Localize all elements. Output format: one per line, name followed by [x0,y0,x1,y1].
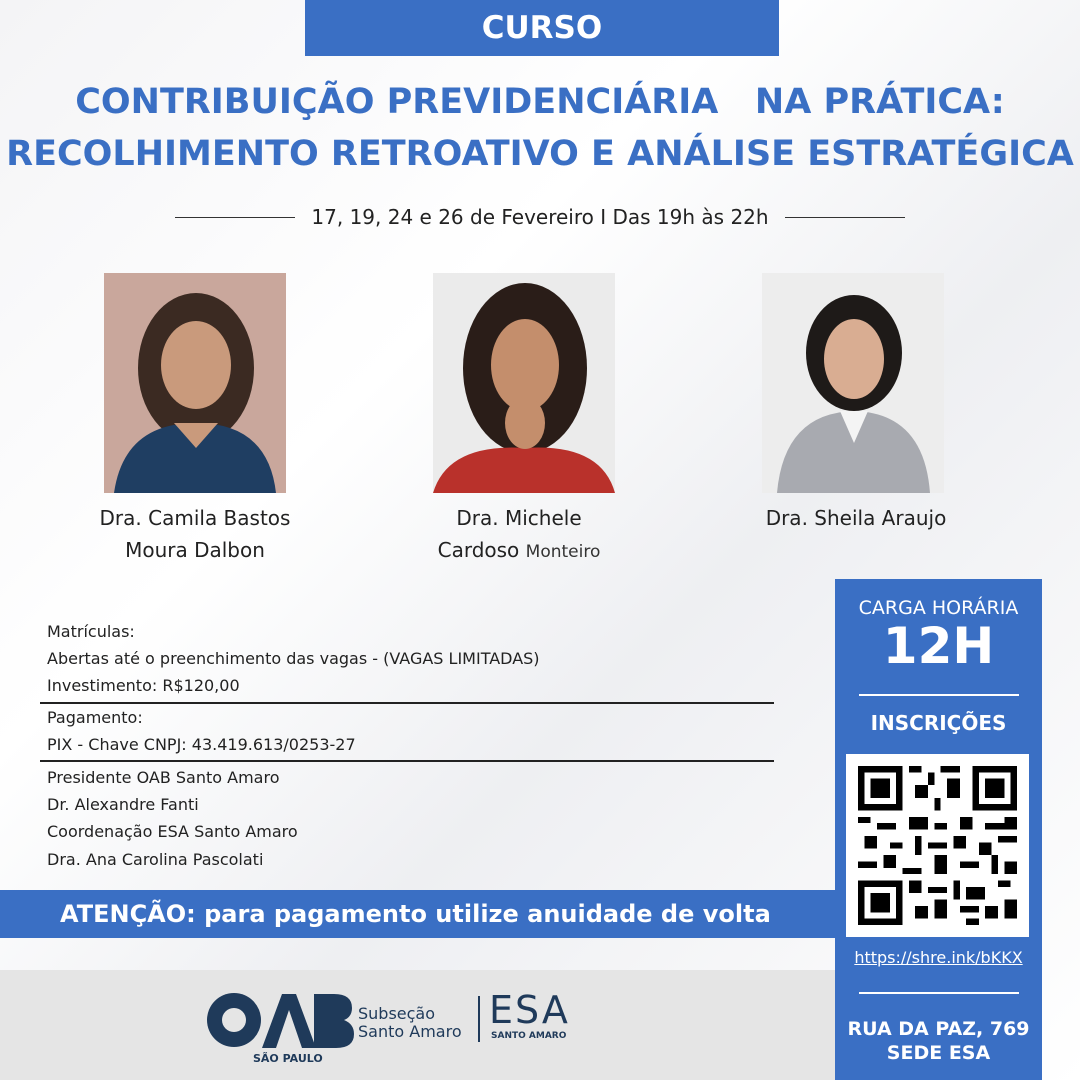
oab-sao-paulo-label: SÃO PAULO [253,1052,323,1065]
logo-divider [478,996,480,1042]
speaker-1-line-1: Dra. Camila Bastos [99,506,291,530]
sidebar-divider-1 [859,694,1019,696]
speaker-2-line-1: Dra. Michele [456,506,582,530]
subsecao-label [358,1005,462,1041]
schedule-text: 17, 19, 24 e 26 de Fevereiro I Das 19h às 22h [311,205,769,229]
pix-text: PIX - Chave CNPJ: 43.419.613/0253-27 [47,735,356,754]
speaker-2-line-2 [389,534,649,568]
subsecao-line-1: Subseção [358,1004,436,1023]
speaker-2-surname-extra: Monteiro [525,542,601,562]
coordenacao-label: Coordenação ESA Santo Amaro [47,822,298,841]
carga-horaria-value: 12H [882,617,995,675]
matriculas-label: Matrículas: [47,622,135,641]
title-line-2: RECOLHIMENTO RETROATIVO E ANÁLISE ESTRATÉGICA [6,134,1074,174]
esa-sub-label: SANTO AMARO [491,1031,567,1041]
divider-right [785,217,905,218]
sidebar-panel [835,579,1042,1080]
title-line-1: CONTRIBUIÇÃO PREVIDENCIÁRIA NA PRÁTICA: [75,82,1005,122]
divider-left [175,217,295,218]
divider-1 [40,702,774,704]
speaker-photo-1 [104,273,286,493]
oab-logo-icon [206,990,356,1052]
esa-logo: ESA [489,988,570,1032]
divider-2 [40,760,774,762]
speaker-name-2 [389,502,649,568]
course-title [0,76,1080,180]
speaker-3-line-1: Dra. Sheila Araujo [765,506,947,530]
sidebar-divider-2 [859,992,1019,994]
subsecao-line-2: Santo Amaro [358,1022,462,1041]
curso-banner: CURSO [305,0,779,56]
inscricoes-link[interactable]: https://shre.ink/bKKX [854,948,1023,967]
address-line-2: SEDE ESA [886,1042,991,1064]
carga-horaria-label: CARGA HORÁRIA [858,597,1019,619]
address-line-1: RUA DA PAZ, 769 [847,1018,1030,1040]
schedule-row [0,202,1080,232]
presidente-label: Presidente OAB Santo Amaro [47,768,280,787]
speaker-1-line-2: Moura Dalbon [125,538,265,562]
matriculas-text: Abertas até o preenchimento das vagas - (VAGAS LIMITADAS) [47,649,540,668]
atencao-banner: ATENÇÃO: para pagamento utilize anuidade de volta [0,890,835,938]
pagamento-label: Pagamento: [47,708,143,727]
speaker-photo-3 [762,273,944,493]
speaker-photo-2 [433,273,615,493]
qr-code-icon[interactable] [846,754,1029,937]
inscricoes-label: INSCRIÇÕES [870,711,1007,735]
investimento-text: Investimento: R$120,00 [47,676,240,695]
address [835,1017,1042,1065]
coordenacao-name: Dra. Ana Carolina Pascolati [47,850,264,869]
speaker-name-1 [65,502,325,566]
presidente-name: Dr. Alexandre Fanti [47,795,199,814]
speaker-name-3 [726,502,986,534]
speaker-2-surname: Cardoso [437,538,526,562]
